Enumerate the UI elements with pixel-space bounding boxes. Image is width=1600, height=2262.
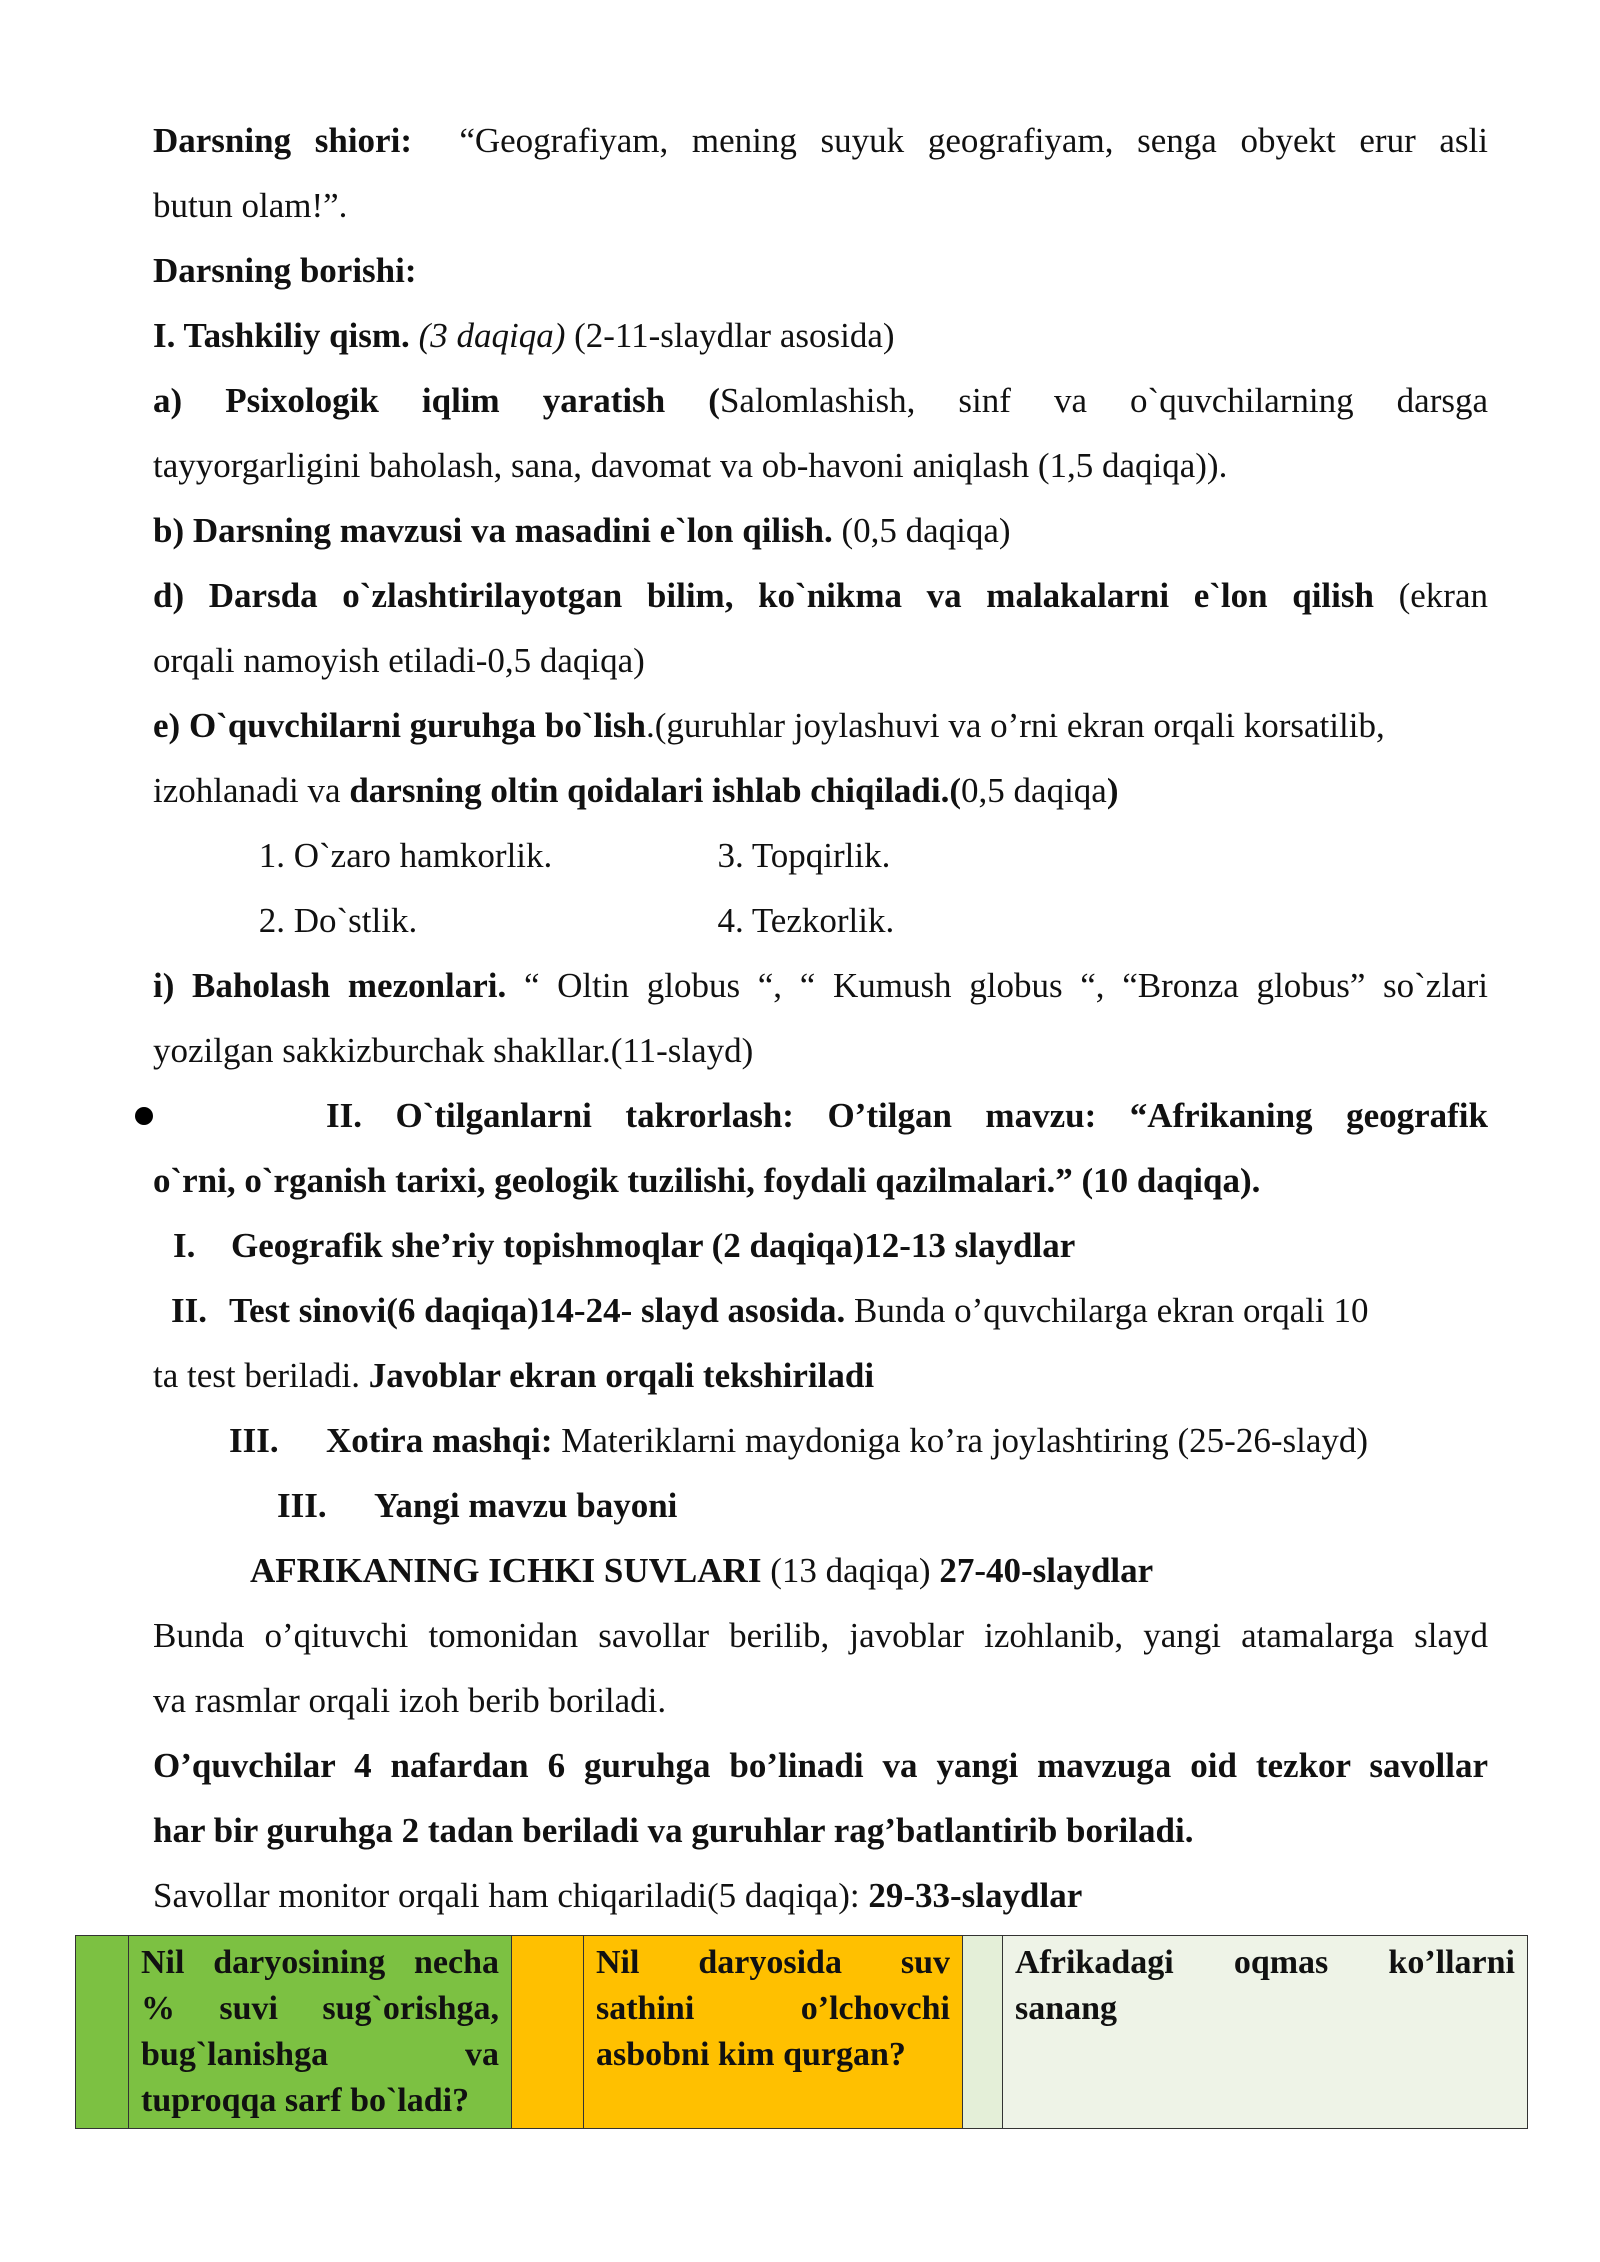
groups-paragraph-line-1: O’quvchilar 4 nafardan 6 guruhga bo’linadi va yangi mavzuga oid tezkor savollar [153,1746,1488,1785]
item-d-line-1: d) Darsda o`zlashtirilayotgan bilim, ko`nikma va malakalarni e`lon qilish (ekran [153,576,1488,615]
item-d-line-2: orqali namoyish etiladi-0,5 daqiqa) [153,641,645,680]
review-sub-1: I. Geografik she’riy topishmoqlar (2 daqiqa)12-13 slaydlar [173,1226,1076,1265]
review-line-2: o`rni, o`rganish tarixi, geologik tuzilishi, foydali qazilmalari.” (10 daqiqa). [153,1161,1261,1200]
item-e-line-2: izohlanadi va darsning oltin qoidalari ishlab chiqiladi.(0,5 daqiqa) [153,771,1119,810]
review-sub-2-line-2: ta test beriladi. Javoblar ekran orqali tekshiriladi [153,1356,875,1395]
teacher-paragraph-line-2: va rasmlar orqali izoh berib boriladi. [153,1681,667,1720]
review-line-1: II. O`tilganlarni takrorlash: O’tilgan mavzu: “Afrikaning geografik [153,1083,1488,1148]
new-topic-heading: III. Yangi mavzu bayoni [277,1486,678,1525]
table-cell-lightgreen-marker [963,1936,1003,2129]
rules-row-1 [153,823,1488,888]
rules-row-2 [153,888,1488,953]
teacher-paragraph-line-1: Bunda o’qituvchi tomonidan savollar berilib, javoblar izohlanib, yangi atamalarga slayd [153,1616,1488,1655]
motto-text: “Geografiyam, mening suyuk geografiyam, senga obyekt erur asli [459,121,1488,160]
item-b: b) Darsning mavzusi va masadini e`lon qilish. (0,5 daqiqa) [153,511,1011,550]
table-row [76,1936,1528,2129]
table-cell-yellow-marker [512,1936,584,2129]
motto-line-1 [153,108,1488,173]
lesson-course-heading: Darsning borishi: [153,251,417,290]
table-cell-green-marker [76,1936,129,2129]
motto-label: Darsning shiori: [153,121,412,160]
table-cell-question-1: Nil daryosining necha % suvi sug`orishga, bug`lanishga va tuproqqa sarf bo`ladi? [129,1936,512,2129]
rule-1: 1. O`zaro hamkorlik. [258,836,553,875]
assessment-line-1: i) Baholash mezonlari. “ Oltin globus “, “ Kumush globus “, “Bronza globus” so`zlari [153,966,1488,1005]
table-cell-question-3: Afrikadagi oqmas ko’llarni sanang [1003,1936,1528,2129]
organizational-part: I. Tashkiliy qism. (3 daqiqa) (2-11-slaydlar asosida) [153,316,895,355]
topic-title-line: AFRIKANING ICHKI SUVLARI (13 daqiqa) 27-40-slaydlar [250,1551,1154,1590]
questions-table [75,1935,1528,2129]
monitor-line: Savollar monitor orqali ham chiqariladi(5 daqiqa): 29-33-slaydlar [153,1876,1083,1915]
rule-2: 2. Do`stlik. [258,901,418,940]
item-e-line-1: e) O`quvchilarni guruhga bo`lish.(guruhlar joylashuvi va o’rni ekran orqali korsatilib, [153,706,1385,745]
rule-3: 3. Topqirlik. [717,836,891,875]
table-cell-question-2: Nil daryosida suv sathini o’lchovchi asbobni kim qurgan? [584,1936,963,2129]
item-a-line-1: a) Psixologik iqlim yaratish (Salomlashish, sinf va o`quvchilarning darsga [153,381,1489,420]
groups-paragraph-line-2: har bir guruhga 2 tadan beriladi va guruhlar rag’batlantirib boriladi. [153,1811,1194,1850]
rule-4: 4. Tezkorlik. [717,901,895,940]
item-a-line-2: tayyorgarligini baholash, sana, davomat va ob-havoni aniqlash (1,5 daqiqa)). [153,446,1228,485]
motto-line-2: butun olam!”. [153,186,348,225]
bullet-icon [135,1107,153,1125]
review-sub-3: III. Xotira mashqi: Materiklarni maydoniga ko’ra joylashtiring (25-26-slayd) [229,1421,1369,1460]
review-sub-2-line-1: II. Test sinovi(6 daqiqa)14-24- slayd asosida. Bunda o’quvchilarga ekran orqali 10 [171,1291,1369,1330]
document-page [153,108,1488,1928]
assessment-line-2: yozilgan sakkizburchak shakllar.(11-slayd) [153,1031,754,1070]
